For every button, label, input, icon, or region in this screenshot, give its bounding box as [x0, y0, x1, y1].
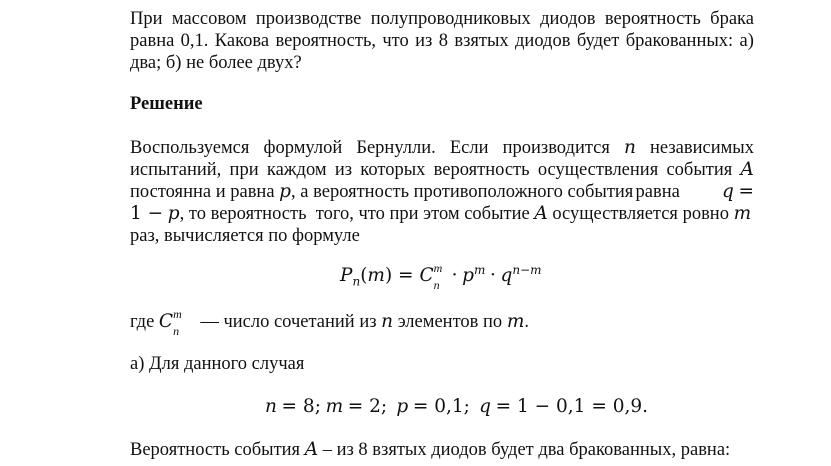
problem-line-3: два; б) не более двух?: [130, 53, 302, 73]
event-sentence: Вероятность события A – из 8 взятых диодов будет два бракованных, равна:: [130, 439, 731, 460]
bernoulli-paragraph: [130, 137, 754, 247]
problem-line-1: При массовом производстве полупроводниковых диодов вероятность брака: [130, 9, 754, 29]
case-a-parameters: n = 8; m = 2; p = 0,1; q = 1 − 0,1 = 0,9.: [265, 396, 649, 417]
case-a-label: а) Для данного случая: [130, 354, 305, 374]
bernoulli-line-4: 1 − p, то вероятность того, что при этом событие A осуществляется ровно m: [130, 203, 752, 224]
bernoulli-line-2: испытаний, при каждом из которых вероятность осуществления события A: [130, 159, 754, 180]
bernoulli-line-3: постоянна и равна p, а вероятность противоположного события равна q =: [130, 181, 754, 202]
bernoulli-line-5: раз, вычисляется по формуле: [130, 226, 360, 246]
bernoulli-line-1: Воспользуемся формулой Бернулли. Если производится n независимых: [130, 137, 754, 158]
solution-heading: Решение: [130, 94, 203, 114]
problem-statement: [130, 8, 754, 74]
bernoulli-formula: $P_n(m) = C$ m n · $p^m \cdot q^{n-m}$: [340, 261, 542, 292]
problem-line-2: равна 0,1. Какова вероятность, что из 8 взятых диодов будет бракованных: а): [130, 31, 754, 51]
combination-note: где C m n — число сочетаний из n элементов по m.: [130, 307, 529, 338]
